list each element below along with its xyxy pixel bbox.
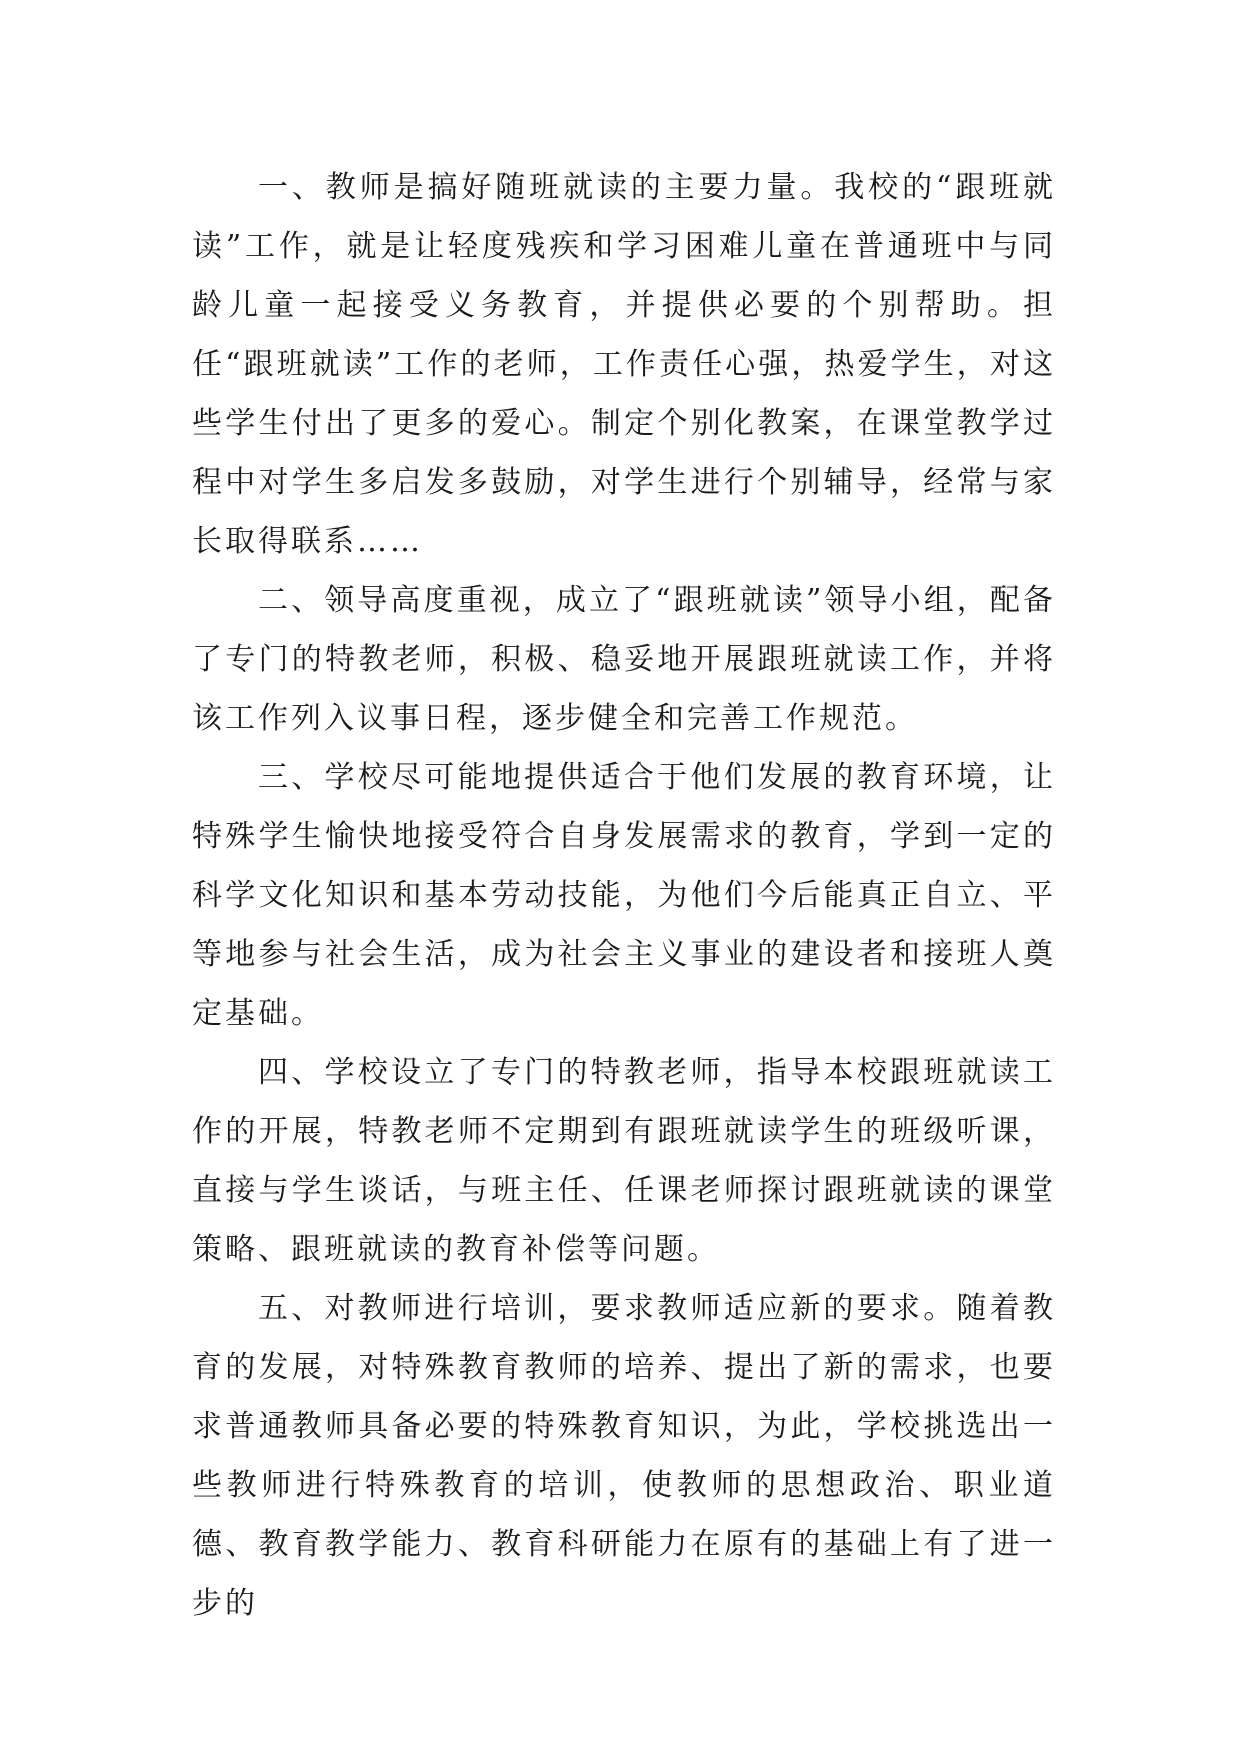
paragraph-1: 一、教师是搞好随班就读的主要力量。我校的“跟班就读”工作，就是让轻度残疾和学习困难儿童在普通班中与同龄儿童一起接受义务教育，并提供必要的个别帮助。担任“跟班就读”工作的老师，工作责任心强，热爱学生，对这些学生付出了更多的爱心。制定个别化教案，在课堂教学过程中对学生多启发多鼓励，对学生进行个别辅导，经常与家长取得联系……: [192, 170, 1056, 559]
paragraph-3: 三、学校尽可能地提供适合于他们发展的教育环境，让特殊学生愉快地接受符合自身发展需求的教育，学到一定的科学文化知识和基本劳动技能，为他们今后能真正自立、平等地参与社会生活，成为社会主义事业的建设者和接班人奠定基础。: [192, 760, 1056, 1031]
paragraph-5: 五、对教师进行培训，要求教师适应新的要求。随着教育的发展，对特殊教育教师的培养、提出了新的需求，也要求普通教师具备必要的特殊教育知识，为此，学校挑选出一些教师进行特殊教育的培训，使教师的思想政治、职业道德、教育教学能力、教育科研能力在原有的基础上有了进一步的: [192, 1291, 1056, 1621]
paragraph-2: 二、领导高度重视，成立了“跟班就读”领导小组，配备了专门的特教老师，积极、稳妥地开展跟班就读工作，并将该工作列入议事日程，逐步健全和完善工作规范。: [192, 583, 1056, 736]
paragraph-4: 四、学校设立了专门的特教老师，指导本校跟班就读工作的开展，特教老师不定期到有跟班就读学生的班级听课，直接与学生谈话，与班主任、任课老师探讨跟班就读的课堂策略、跟班就读的教育补偿等问题。: [192, 1055, 1056, 1267]
document-body: [192, 158, 1056, 1633]
